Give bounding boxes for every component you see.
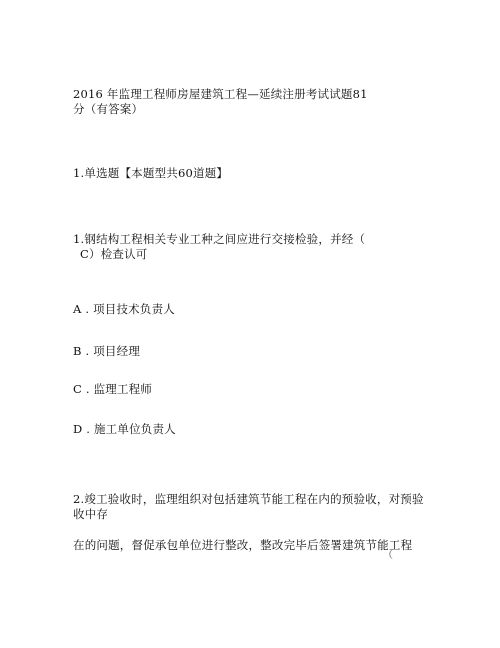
section-heading: 1.单选题【本题型共60道题】 [73,166,229,180]
question-1-option-d: D . 施工单位负责人 [73,422,176,436]
document-title-line-2: 分（有答案） [73,102,144,116]
question-2-text-line-1: 2.竣工验收时，监理组织对包括建筑节能工程在内的预验收，对预验 [73,492,424,506]
question-1-option-a: A . 项目技术负责人 [73,302,175,316]
document-title-line-1: 2016 年监理工程师房屋建筑工程—延续注册考试试题81 [73,87,368,101]
question-1-option-c: C . 监理工程师 [73,382,153,396]
question-1-option-b: B . 项目经理 [73,344,141,358]
question-2-text-line-3: 在的问题，督促承包单位进行整改，整改完毕后签署建筑节能工程 [73,538,413,552]
question-1-text-line-1: 1.钢结构工程相关专业工种之间应进行交接检验，并经（ [73,232,366,246]
question-1-text-line-2: C）检查认可 [80,247,148,261]
question-2-text-line-2: 收中存 [73,507,109,521]
question-2-text-line-4: （ [383,550,394,561]
